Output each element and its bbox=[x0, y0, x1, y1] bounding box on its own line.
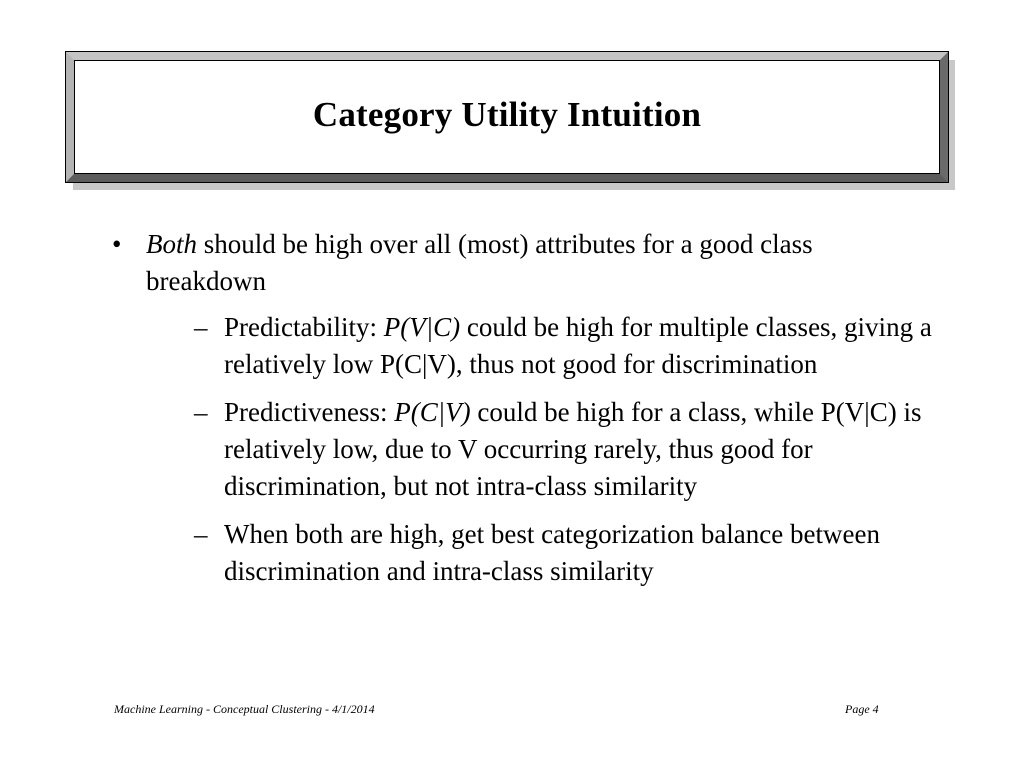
title-frame bbox=[66, 52, 948, 182]
sub-bullet-item bbox=[194, 309, 944, 383]
sub-bullet-prefix: When both are high, get best categorization balance between discrimination and intra-class similarity bbox=[224, 519, 880, 586]
sub-bullet-marker: – bbox=[194, 397, 208, 427]
bullet-lead-italic: Both bbox=[146, 229, 197, 259]
sub-bullet-list bbox=[194, 309, 944, 590]
title-frame-inner bbox=[74, 60, 940, 174]
footer-course-info: Machine Learning - Conceptual Clustering - 4/1/2014 bbox=[114, 702, 375, 716]
sub-bullet-prefix: Predictability: bbox=[224, 312, 384, 342]
sub-bullet-item bbox=[194, 394, 944, 505]
slide-content bbox=[112, 226, 932, 590]
bullet-item bbox=[112, 226, 932, 590]
sub-bullet-italic: P(C|V) bbox=[394, 397, 471, 427]
sub-bullet-item bbox=[194, 516, 944, 590]
footer-page-number: Page 4 bbox=[845, 702, 879, 716]
slide-title: Category Utility Intuition bbox=[312, 95, 702, 134]
bullet-marker: • bbox=[112, 229, 122, 259]
sub-bullet-italic: P(V|C) bbox=[383, 312, 461, 342]
bullet-text: should be high over all (most) attributes for a good class breakdown bbox=[146, 229, 813, 296]
sub-bullet-marker: – bbox=[194, 312, 208, 342]
sub-bullet-text: could be high for multiple classes, giving a relatively low P(C|V), thus not good for discrimination bbox=[224, 312, 932, 379]
sub-bullet-prefix: Predictiveness: bbox=[224, 397, 395, 427]
sub-bullet-marker: – bbox=[194, 519, 208, 549]
sub-bullet-text: could be high for a class, while P(V|C) is relatively low, due to V occurring rarely, thus good for discrimination, but not intra-class similarity bbox=[224, 397, 922, 501]
